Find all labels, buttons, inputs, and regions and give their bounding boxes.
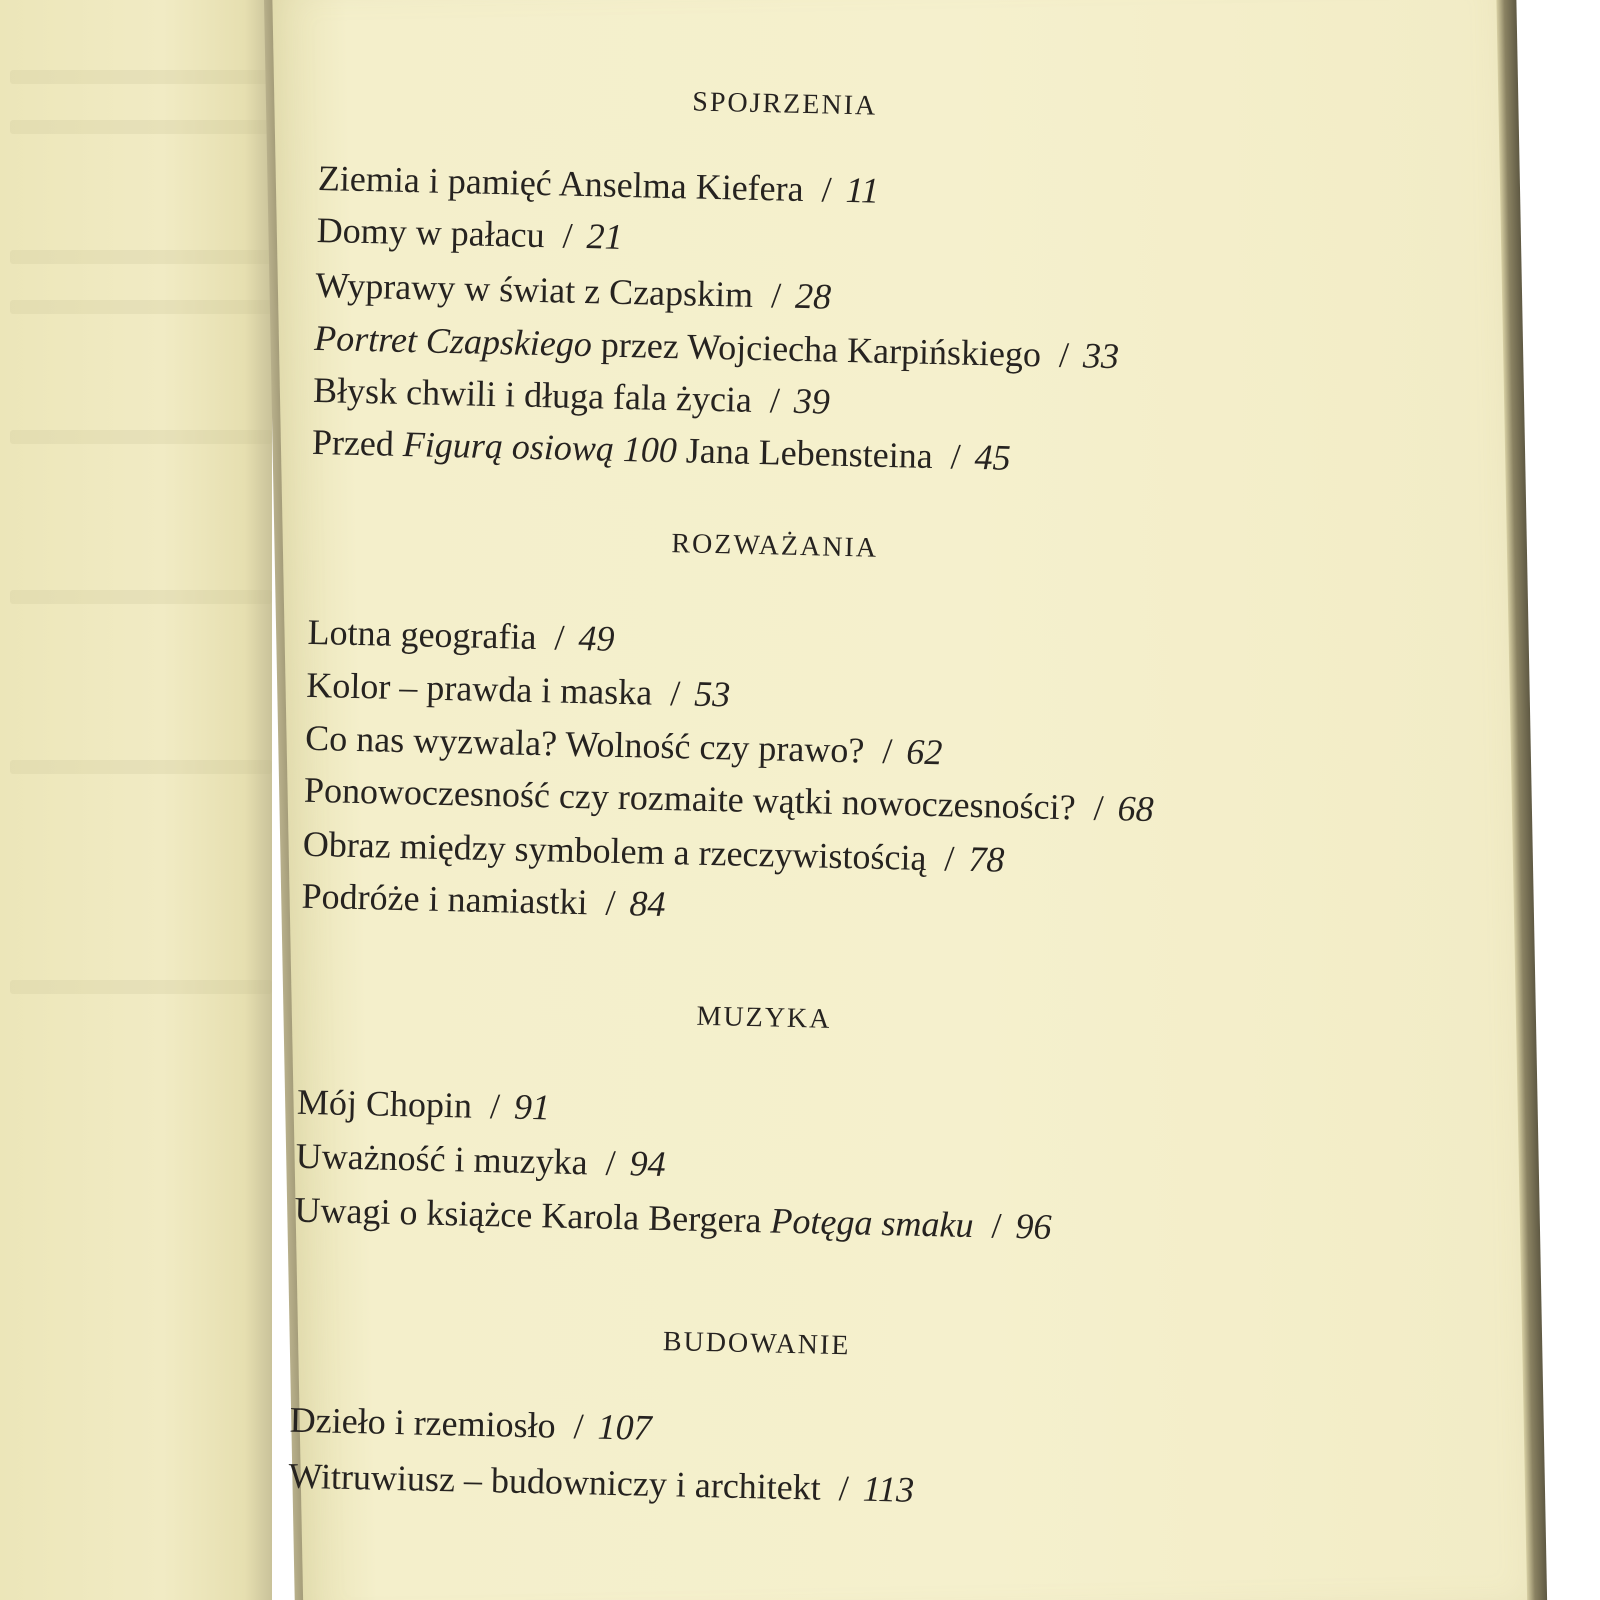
page-separator: / xyxy=(1058,334,1070,376)
left-page-bleed-line xyxy=(10,300,272,314)
entry-title: przez Wojciecha Karpińskiego xyxy=(591,324,1042,375)
page-number: 33 xyxy=(1082,335,1120,377)
left-page xyxy=(0,0,272,1600)
entry-title: Ziemia i pamięć Anselma Kiefera xyxy=(317,157,805,209)
table-of-contents xyxy=(286,0,1322,1600)
entry-title-italic: Potęga smaku xyxy=(770,1200,974,1246)
toc-entry xyxy=(302,824,1005,880)
page-number: 91 xyxy=(513,1086,551,1128)
entry-title: Przed xyxy=(311,421,404,464)
entry-title: Jana Lebensteina xyxy=(676,430,934,476)
toc-entry xyxy=(305,718,943,772)
left-page-bleed-line xyxy=(10,250,272,264)
page-number: 84 xyxy=(629,883,667,925)
entry-title: Kolor – prawda i maska xyxy=(306,664,653,713)
page-number: 53 xyxy=(693,673,731,715)
left-page-bleed-line xyxy=(10,70,272,84)
section-heading: BUDOWANIE xyxy=(662,1326,851,1362)
entry-title: Mój Chopin xyxy=(296,1081,473,1126)
entry-title: Co nas wyzwala? Wolność czy prawo? xyxy=(304,717,865,771)
page-number: 113 xyxy=(862,1468,915,1510)
page-number: 78 xyxy=(968,838,1005,880)
page-separator: / xyxy=(950,436,962,477)
left-page-bleed-line xyxy=(10,430,272,444)
entry-title: Witruwiusz – budowniczy i architekt xyxy=(288,1455,822,1508)
toc-entry xyxy=(295,1136,666,1184)
section-heading: ROZWAŻANIA xyxy=(671,528,879,564)
page-separator: / xyxy=(669,673,681,714)
toc-entry xyxy=(307,612,615,659)
entry-title: Dzieło i rzemiosło xyxy=(289,1399,557,1446)
left-page-bleed-line xyxy=(10,120,272,134)
entry-title-italic: Portret Czapskiego xyxy=(313,317,593,365)
page-number: 28 xyxy=(794,275,832,317)
page-separator: / xyxy=(1093,787,1105,828)
page-number: 45 xyxy=(974,436,1012,478)
page-separator: / xyxy=(881,730,893,772)
entry-title: Ponowoczesność czy rozmaite wątki nowoczesności? xyxy=(303,769,1077,828)
page-separator: / xyxy=(489,1086,501,1127)
page-separator: / xyxy=(562,215,574,256)
toc-entry xyxy=(316,210,623,257)
toc-entry xyxy=(318,158,880,211)
toc-entry xyxy=(314,318,1120,376)
toc-entry xyxy=(289,1400,652,1448)
left-page-bleed-line xyxy=(10,760,272,774)
toc-entry xyxy=(301,876,666,924)
entry-title: Podróże i namiastki xyxy=(301,875,589,923)
page-separator: / xyxy=(991,1205,1002,1246)
toc-entry xyxy=(294,1190,1052,1247)
toc-entry xyxy=(297,1082,551,1128)
page-number: 62 xyxy=(905,731,943,773)
page-separator: / xyxy=(605,1142,617,1183)
page-separator: / xyxy=(943,838,955,879)
page-number: 96 xyxy=(1015,1206,1052,1247)
toc-entry xyxy=(315,265,832,317)
entry-title: Uważność i muzyka xyxy=(295,1135,589,1183)
left-page-bleed-line xyxy=(10,590,272,604)
section-heading: SPOJRZENIA xyxy=(691,86,878,122)
entry-title: Uwagi o książce Karola Bergera xyxy=(294,1189,772,1241)
toc-entry xyxy=(306,665,731,715)
toc-entry xyxy=(313,370,831,422)
page-number: 68 xyxy=(1117,788,1155,830)
page-separator: / xyxy=(770,275,782,316)
toc-entry xyxy=(288,1456,914,1510)
entry-title: Błysk chwili i długa fala życia xyxy=(312,369,753,420)
page-separator: / xyxy=(821,169,833,210)
entry-title: Wyprawy w świat z Czapskim xyxy=(315,264,754,315)
section-heading: MUZYKA xyxy=(696,1000,832,1035)
page-separator: / xyxy=(769,380,781,421)
entry-title-italic: Figurą osiową 100 xyxy=(402,423,678,471)
page-separator: / xyxy=(554,617,565,658)
page-separator: / xyxy=(605,882,617,923)
entry-title: Lotna geografia xyxy=(307,611,537,658)
left-page-bleed-line xyxy=(10,980,272,994)
page-number: 94 xyxy=(629,1143,667,1185)
toc-entry xyxy=(312,422,1012,478)
page-separator: / xyxy=(838,1468,850,1509)
page-number: 21 xyxy=(586,216,624,257)
page-number: 49 xyxy=(578,617,615,659)
page-number: 39 xyxy=(793,380,831,422)
toc-entry xyxy=(304,770,1154,829)
page-separator: / xyxy=(573,1406,585,1447)
page-number: 11 xyxy=(845,169,880,211)
entry-title: Obraz między symbolem a rzeczywistością xyxy=(302,823,927,878)
entry-title: Domy w pałacu xyxy=(316,209,546,256)
page-number: 107 xyxy=(597,1406,653,1448)
